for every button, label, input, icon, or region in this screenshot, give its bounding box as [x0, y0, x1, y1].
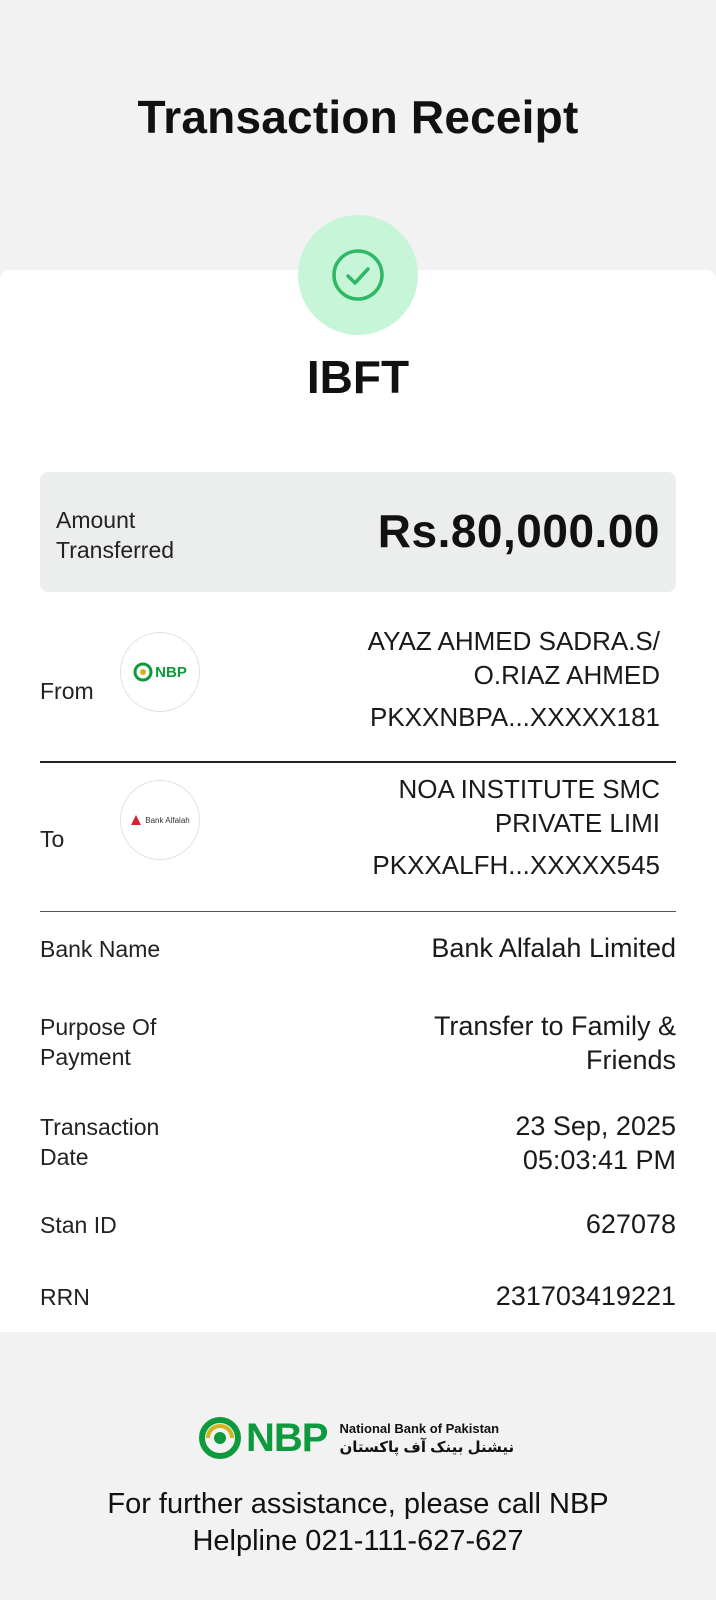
stan-value: 627078	[585, 1209, 676, 1239]
alfalah-emblem-icon	[130, 814, 142, 826]
from-label: From	[40, 678, 94, 704]
date-label: Transaction Date	[40, 1114, 160, 1170]
nbp-logo-text: NBP	[155, 663, 187, 681]
nbp-footer-logo	[198, 1412, 528, 1464]
nbp-emblem-icon	[198, 1416, 242, 1460]
from-account-holder	[280, 624, 660, 734]
divider	[40, 761, 676, 763]
amount-value: Rs.80,000.00	[377, 505, 660, 557]
purpose-value: Transfer to Family & Friends	[433, 1011, 676, 1075]
nbp-emblem-icon	[133, 662, 153, 682]
bank-name-english: National Bank of Pakistan	[339, 1420, 500, 1436]
bank-name-value: Bank Alfalah Limited	[431, 933, 676, 963]
to-label: To	[40, 826, 65, 852]
success-badge	[298, 215, 418, 335]
check-circle-icon	[330, 247, 386, 303]
from-name-line2: O.RIAZ AHMED	[473, 660, 660, 690]
helpline-line2: Helpline 021-111-627-627	[192, 1525, 524, 1557]
divider	[40, 911, 676, 912]
date-value-time: 05:03:41 PM	[522, 1145, 676, 1175]
from-account-number: PKXXNBPA...XXXXX181	[370, 702, 660, 732]
bank-name-urdu: نیشنل بینک آف پاکستان	[339, 1438, 515, 1456]
nbp-logo-small	[120, 632, 200, 712]
page-title: Transaction Receipt	[137, 91, 579, 143]
rrn-label: RRN	[40, 1284, 90, 1310]
nbp-logo-text: NBP	[246, 1415, 328, 1460]
bank-name-label: Bank Name	[40, 936, 161, 962]
helpline-text	[0, 1486, 716, 1560]
stan-label: Stan ID	[40, 1212, 117, 1238]
purpose-label: Purpose Of Payment	[40, 1014, 157, 1070]
amount-label: Amount Transferred	[56, 507, 175, 563]
nbp-logo	[198, 1416, 327, 1461]
amount-panel	[40, 472, 676, 592]
to-section	[40, 774, 676, 898]
from-section	[40, 626, 676, 750]
to-account-holder	[280, 772, 660, 882]
alfalah-logo-small	[120, 780, 200, 860]
from-name-line1: AYAZ AHMED SADRA.S/	[367, 626, 660, 656]
to-name-line2: PRIVATE LIMI	[494, 808, 660, 838]
to-account-number: PKXXALFH...XXXXX545	[372, 850, 660, 880]
transaction-type: IBFT	[306, 351, 410, 403]
date-value-date: 23 Sep, 2025	[515, 1111, 676, 1141]
to-name-line1: NOA INSTITUTE SMC	[398, 774, 660, 804]
alfalah-logo-text: Bank Alfalah	[145, 815, 190, 825]
date-value	[316, 1109, 676, 1177]
helpline-line1: For further assistance, please call NBP	[107, 1488, 609, 1520]
rrn-value: 231703419221	[495, 1281, 676, 1311]
